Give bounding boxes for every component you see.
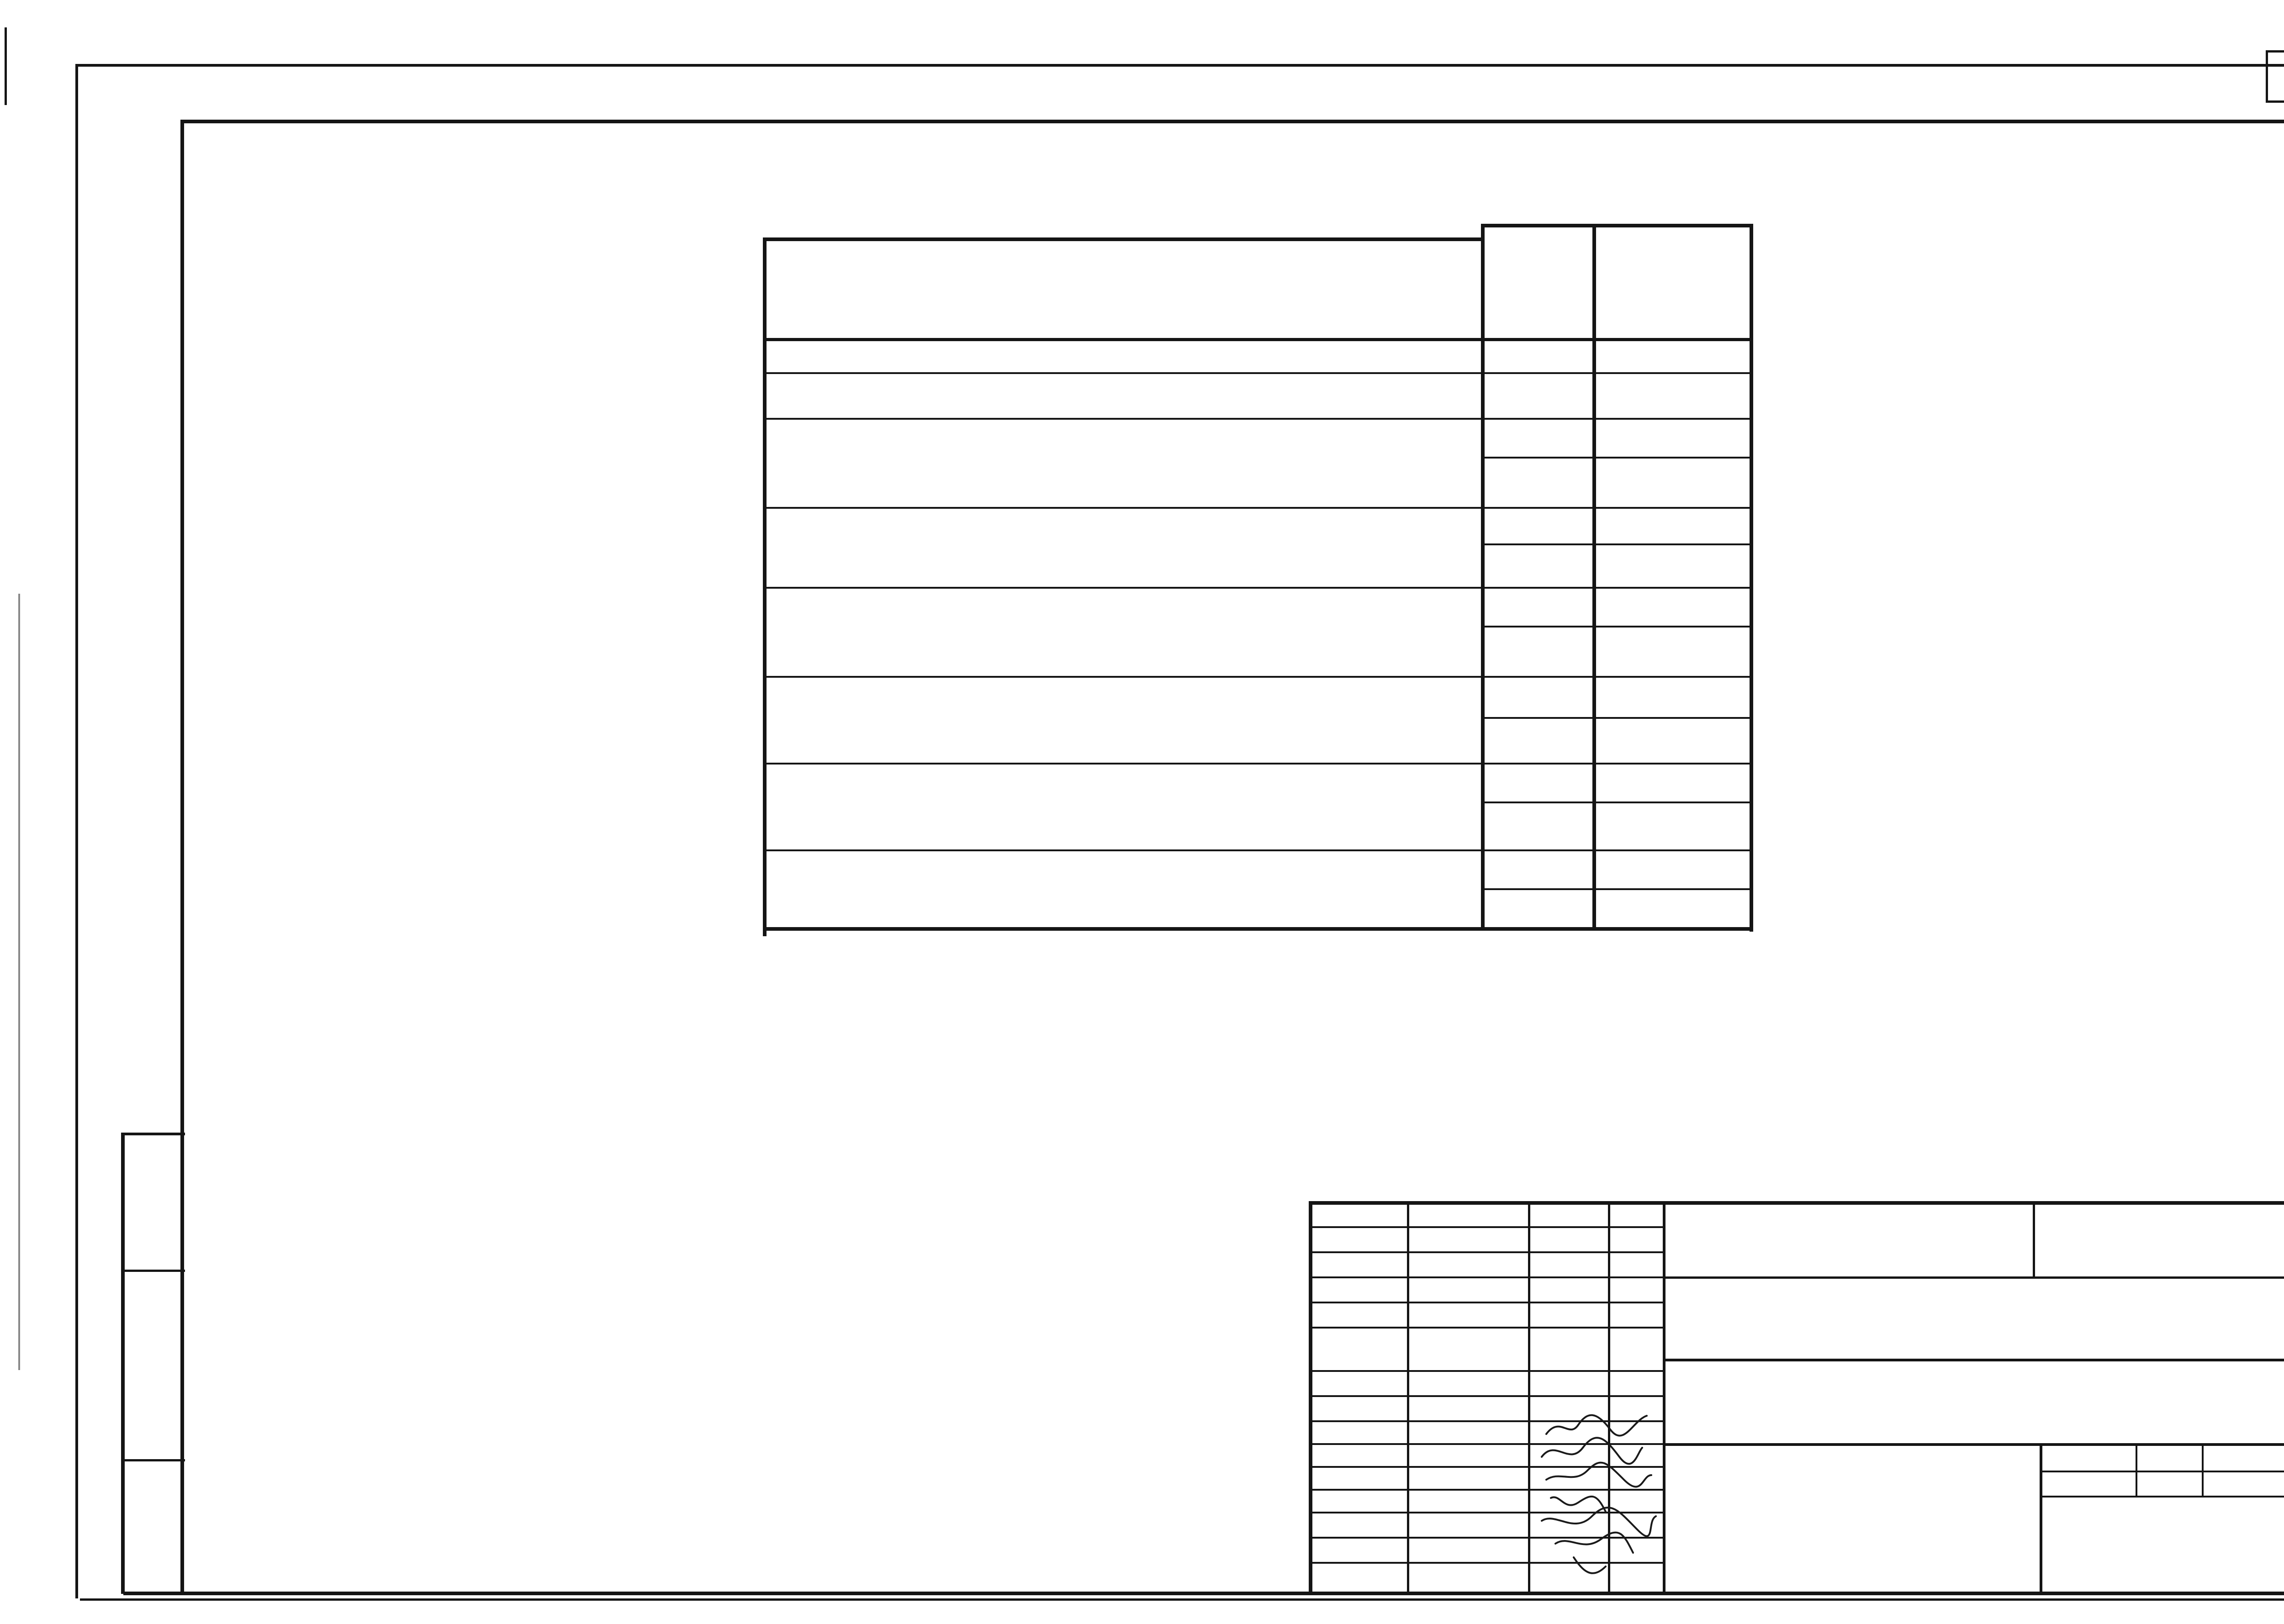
top-outer-line [75,64,2284,67]
frame-top [180,120,2284,123]
signatures-drawing [1528,1407,1665,1598]
contents-table [763,224,1768,936]
sheet-number-box-bottom [2266,100,2284,103]
left-edge-mark [5,27,7,105]
left-outer-line [75,64,78,1598]
sheet-number-box-top [2266,50,2284,53]
left-edge-mark [18,594,20,1370]
sheet-number-box-left [2266,50,2268,103]
title-block [1309,1201,2284,1598]
side-stamp [121,1133,185,1594]
bottom-outer-line [80,1598,2284,1601]
